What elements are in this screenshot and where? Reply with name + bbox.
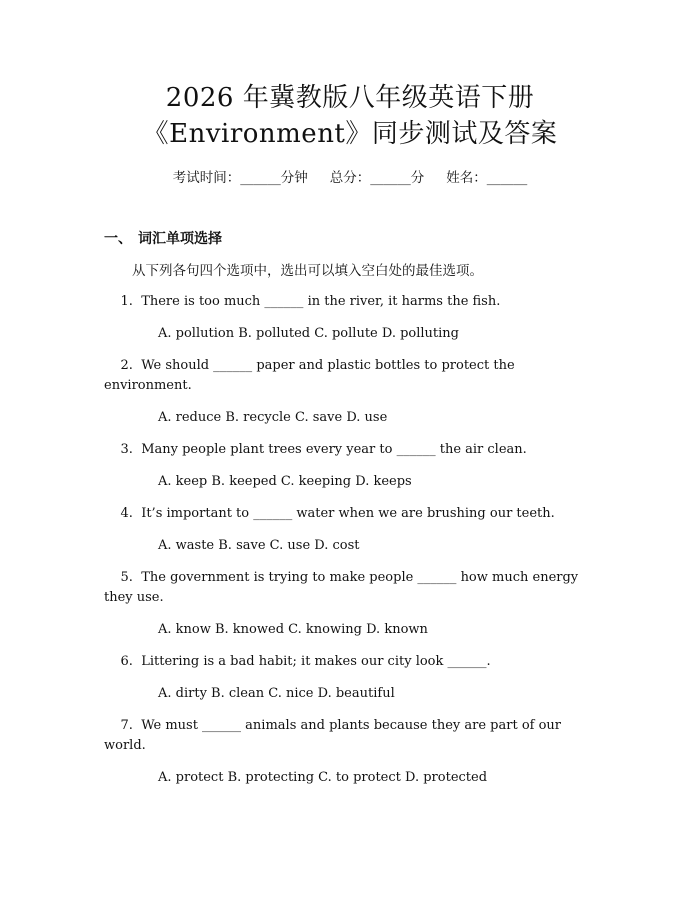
question-5-options: A. know B. knowed C. knowing D. known <box>158 622 428 637</box>
student-name-field: 姓名：______ <box>446 170 528 186</box>
exam-time-field: 考试时间：______分钟 <box>172 170 308 186</box>
question-2-options: A. reduce B. recycle C. save D. use <box>158 410 388 425</box>
question-1-options: A. pollution B. polluted C. pollute D. polluting <box>158 326 459 341</box>
question-4-options: A. waste B. save C. use D. cost <box>158 538 360 553</box>
question-3-options: A. keep B. keeped C. keeping D. keeps <box>158 474 412 489</box>
question-2: 2. We should ______ paper and plastic bottles to protect the environment. <box>104 358 519 393</box>
question-5: 5. The government is trying to make people ______ how much energy they use. <box>104 570 583 605</box>
question-7: 7. We must ______ animals and plants because they are part of our world. <box>104 718 566 753</box>
question-1: 1. There is too much ______ in the river, it harms the fish. <box>104 294 501 309</box>
question-7-options: A. protect B. protecting C. to protect D. protected <box>158 770 488 785</box>
question-4: 4. It’s important to ______ water when we are brushing our teeth. <box>104 506 555 521</box>
question-3: 3. Many people plant trees every year to ______ the air clean. <box>104 442 527 457</box>
question-6: 6. Littering is a bad habit; it makes our city look ______. <box>104 654 491 669</box>
section-instructions: 从下列各句四个选项中，选出可以填入空白处的最佳选项。 <box>132 263 483 279</box>
document-title-line-2: 《Environment》同步测试及答案 <box>142 119 558 149</box>
document-title-line-1: 2026 年冀教版八年级英语下册 <box>165 83 535 113</box>
section-title: 词汇单项选择 <box>138 231 222 247</box>
exam-meta <box>0 168 700 188</box>
total-score-field: 总分：______分 <box>329 170 425 186</box>
question-6-options: A. dirty B. clean C. nice D. beautiful <box>158 686 395 701</box>
section-number: 一、 <box>104 231 132 247</box>
section-heading <box>104 229 222 249</box>
